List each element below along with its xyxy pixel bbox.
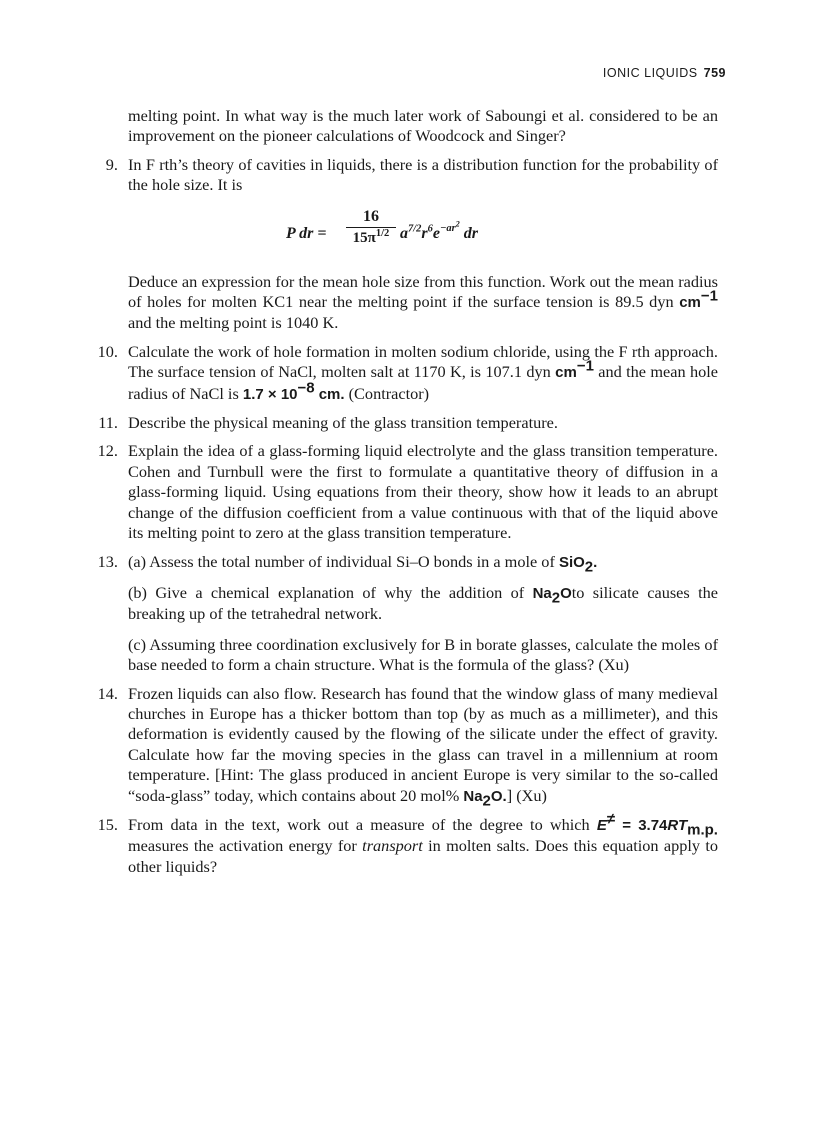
question-text: Explain the idea of a glass-forming liquid electrolyte and the glass transition temperature. Cohen and Turnbull were the first to formulate a quantitative theory of diffusion in a glass-forming liquid. Using equations from their theory, show how it leads to an abrupt change of the diffusion coefficient from a value continuous with that of the liquid above its melting point to zero at the glass transition temperature. (128, 441, 718, 543)
running-header (603, 66, 726, 80)
formula-fraction: 16 $15\pi^{1/2}$ (346, 208, 396, 247)
question-text: Describe the physical meaning of the glass transition temperature. (128, 413, 558, 433)
formula-rhs: $a^{7/2}r^6e^{-ar^2}$ dr (400, 219, 478, 242)
question-13 (88, 552, 718, 676)
question-15 (88, 810, 718, 877)
distribution-formula (128, 206, 718, 264)
question-number: 14. (97, 683, 118, 703)
question-number: 10. (97, 341, 118, 361)
question-number: 9. (105, 154, 118, 174)
question-12 (88, 441, 718, 543)
page-body (88, 106, 718, 877)
question-number: 12. (97, 441, 118, 461)
question-11 (88, 413, 718, 433)
question-9 (88, 155, 718, 334)
question-text: From data in the text, work out a measure of the degree to which $E^\ne = 3.74RT_{m.p.}$ measures the activation energy for transport in molten salts. Does this equation apply to other liquids? (128, 810, 718, 876)
running-title: IONIC LIQUIDS (602, 66, 698, 80)
continued-paragraph: melting point. In what way is the much later work of Saboungi et al. considered to be an improvement on the pioneer calculations of Woodcock and Singer? (128, 106, 718, 146)
question-text: Frozen liquids can also flow. Research has found that the window glass of many medieval churches in Europe has a thicker bottom than top (by as much as a millimeter), and this deformation is evidently caused by the flowing of the silicate under the effect of gravity. Calculate how far the moving species in the glass can travel in a millennium at room temperature. [Hint: The glass produced in ancient Europe is very similar to the so-called “soda-glass” today, which contains about 20 mol% $Na_2O$.] (Xu) (128, 683, 718, 809)
question-10 (88, 342, 718, 405)
question-number: 11. (98, 413, 118, 433)
question-number: 13. (97, 551, 118, 571)
part-b: (b) Give a chemical explanation of why the addition of $Na_2Oto$ silicate causes the breaking up of the tetrahedral network. (128, 582, 718, 624)
page-number: 759 (703, 66, 726, 80)
formula-lhs: P dr = (286, 224, 327, 242)
question-text: In F rth’s theory of cavities in liquids, there is a distribution function for the probability of the hole size. It is (128, 154, 718, 195)
question-number: 15. (97, 814, 118, 834)
part-c: (c) Assuming three coordination exclusively for B in borate glasses, calculate the moles of base needed to form a chain structure. What is the formula of the glass? (Xu) (128, 634, 718, 675)
question-text-continued: Deduce an expression for the mean hole size from this function. Work out the mean radius of holes for molten KC1 near the melting point if the surface tension is 89.5 dyn $cm^{-1}$ and the melting point is 1040 K. (128, 271, 719, 333)
question-text: Calculate the work of hole formation in molten sodium chloride, using the F rth approach. The surface tension of NaCl, molten salt at 1170 K, is 107.1 dyn $cm^{-1}$ and the mean hole radius of NaCl is $1.7 \times 10^{-8}$ cm. (Contractor) (128, 341, 719, 403)
part-a: (a) Assess the total number of individual Si–O bonds in a mole of SiO$_2$. (128, 551, 598, 575)
question-14 (88, 684, 718, 807)
